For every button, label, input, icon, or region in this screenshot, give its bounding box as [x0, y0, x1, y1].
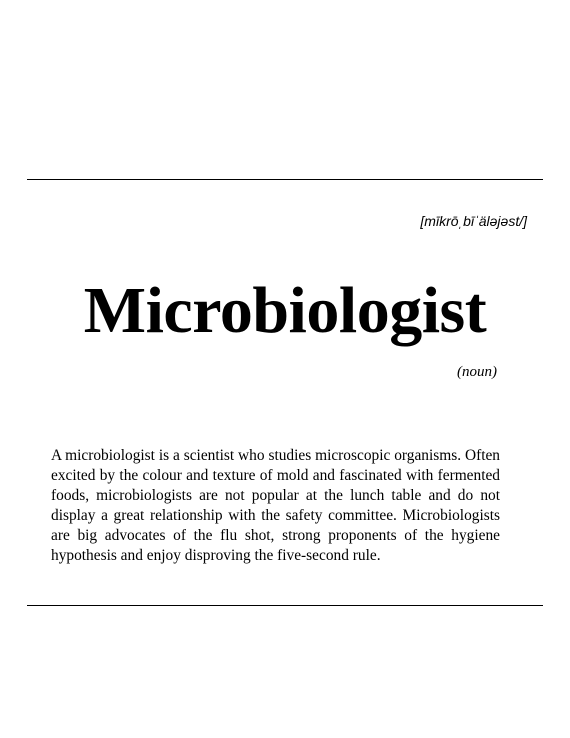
part-of-speech: (noun) [457, 364, 497, 380]
pronunciation: [mīkrōˌbīˈäləjəst/] [420, 213, 527, 229]
headword: Microbiologist [83, 274, 487, 347]
bottom-divider [27, 605, 543, 606]
top-divider [27, 179, 543, 180]
definition-text: A microbiologist is a scientist who studies microscopic organisms. Often excited by the colour and texture of mold and fascinated with fermented foods, microbiologists are not popular at the lunch table and do not display a great relationship with the safety committee. Microbiologists are big advocates of the flu shot, strong proponents of the hygiene hypothesis and enjoy disproving the five-second rule. [51, 447, 500, 564]
